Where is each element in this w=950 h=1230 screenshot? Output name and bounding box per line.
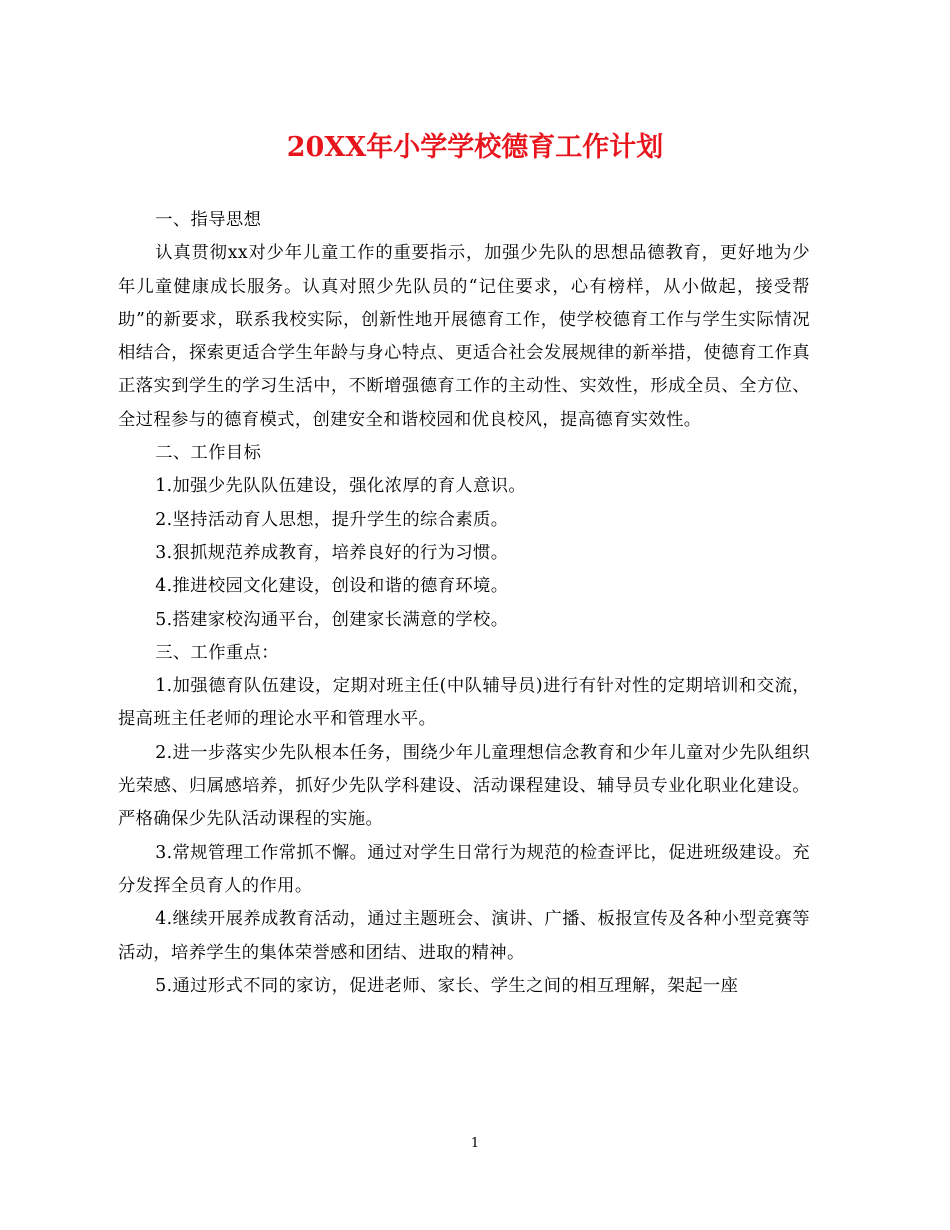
goal-item-1: 1.加强少先队队伍建设，强化浓厚的育人意识。 [155,476,527,497]
section-heading-work-goals: 二、工作目标 [155,443,262,464]
goal-item-4: 4.推进校园文化建设，创设和谐的德育环境。 [155,576,509,597]
section-heading-guiding-ideology: 一、指导思想 [155,210,262,230]
focus-item-3: 3.常规管理工作常抓不懈。通过对学生日常行为规范的检查评比，促进班级建设。充分发挥全员育人的作用。 [118,842,810,896]
document-body [118,204,810,1003]
goal-item-2: 2.坚持活动育人思想，提升学生的综合素质。 [155,509,509,530]
page-number: 1 [470,1136,480,1151]
section-heading-work-focus: 三、工作重点： [155,642,279,663]
paragraph-guiding-ideology: 认真贯彻xx对少年儿童工作的重要指示，加强少先队的思想品德教育，更好地为少年儿童健康成长服务。认真对照少先队员的“记住要求，心有榜样，从小做起，接受帮助”的新要求，联系我校实际，创新性地开展德育工作，使学校德育工作与学生实际情况相结合，探索更适合学生年龄与身心特点、更适合社会发展规律的新举措，使德育工作真正落实到学生的学习生活中，不断增强德育工作的主动性、实效性，形成全员、全方位、全过程参与的德育模式，创建安全和谐校园和优良校风，提高德育实效性。 [118,243,810,430]
goal-item-3: 3.狠抓规范养成教育，培养良好的行为习惯。 [155,542,509,563]
focus-item-1: 1.加强德育队伍建设，定期对班主任(中队辅导员)进行有针对性的定期培训和交流，提高班主任老师的理论水平和管理水平。 [118,676,810,730]
focus-item-5: 5.通过形式不同的家访，促进老师、家长、学生之间的相互理解，架起一座 [155,975,739,996]
goal-item-5: 5.搭建家校沟通平台，创建家长满意的学校。 [155,609,509,630]
focus-item-4: 4.继续开展养成教育活动，通过主题班会、演讲、广播、板报宣传及各种小型竞赛等活动，培养学生的集体荣誉感和团结、进取的精神。 [118,909,810,963]
focus-item-2: 2.进一步落实少先队根本任务，围绕少年儿童理想信念教育和少年儿童对少先队组织光荣感、归属感培养，抓好少先队学科建设、活动课程建设、辅导员专业化职业化建设。严格确保少先队活动课程的实施。 [118,742,810,830]
document-title: 20XX年小学学校德育工作计划 [286,132,664,163]
